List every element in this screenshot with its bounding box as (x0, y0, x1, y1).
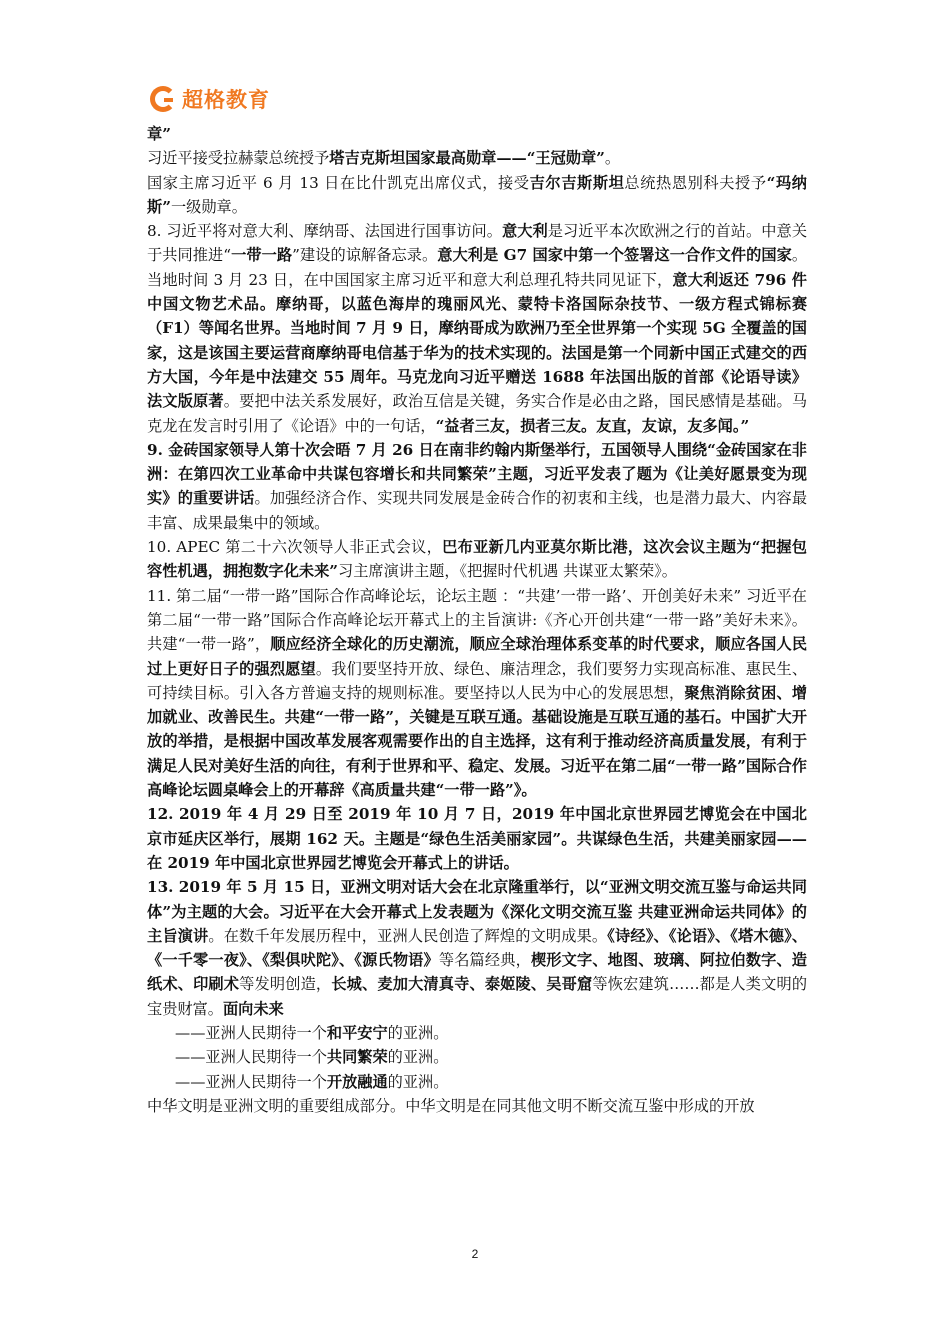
text-run: 。 (604, 149, 621, 168)
paragraph (147, 1021, 807, 1045)
text-run: ——亚洲人民期待一个 (175, 1048, 327, 1067)
page-number: 2 (471, 1247, 479, 1261)
text-run: 总统热恩别科夫授予 (624, 173, 767, 192)
text-run: 等发明创造， (239, 975, 332, 994)
brand-logo (150, 84, 270, 114)
paragraph (147, 1070, 807, 1094)
text-run: 习主席演讲主题，《把握时代机遇 共谋亚太繁荣》。 (338, 562, 677, 581)
text-run: 是习近平本次欧洲之行的首站。中意关于共同推进“ (147, 222, 808, 265)
bold-text-run: “玛纳斯” (147, 173, 807, 216)
bold-text-run: 13. 2019 年 5 月 15 日，亚洲文明对话大会在北京隆重举行，以“亚洲文明交流互鉴与命运共同体”为主题的大会。习近平在大会开幕式上发表题为《深化文明交流互鉴 共建亚洲命运共同体》的主旨演讲 (147, 878, 807, 945)
bold-text-run: 顺应经济全球化的历史潮流，顺应全球治理体系变革的时代要求，顺应各国人民过上更好日子的强烈愿望 (147, 635, 808, 678)
text-run: 的亚洲。 (387, 1072, 449, 1091)
text-run: 。当地时间 3 月 23 日，在中国国家主席习近平和意大利总理孔特共同见证下， (147, 246, 808, 289)
paragraph (147, 438, 807, 535)
bold-text-run: 共同繁荣 (326, 1048, 388, 1067)
bold-text-run: 长城、麦加大清真寺、泰姬陵、吴哥窟 (331, 975, 593, 994)
paragraph (147, 219, 807, 438)
text-run: 。我们要坚持开放、绿色、廉洁理念，我们要努力实现高标准、惠民生、可持续目标。引入各方普遍支持的规则标准。要坚持以人民为中心的发展思想， (147, 659, 808, 702)
bold-text-run: 巴布亚新几内亚莫尔斯比港，这次会议主题为“把握包容性机遇，拥抱数字化未来” (147, 538, 807, 581)
bold-text-run: 9. 金砖国家领导人第十次会晤 7 月 26 日在南非约翰内斯堡举行，五国领导人围绕“金砖国家在非洲：在第四次工业革命中共谋包容增长和共同繁荣”主题，习近平发表了题为《让美好愿景变为现实》的重要讲话 (147, 440, 807, 508)
bold-text-run: 《诗经》、《论语》、《塔木德》、《一千零一夜》、《梨俱吠陀》、《源氏物语》 (147, 926, 808, 970)
bold-text-run: 塔吉克斯坦国家最高勋章——“王冠勋章” (329, 149, 605, 168)
bold-text-run: 和平安宁 (326, 1023, 388, 1042)
text-run: ——亚洲人民期待一个 (175, 1072, 327, 1091)
paragraph (147, 1045, 807, 1069)
text-run: ——亚洲人民期待一个 (175, 1023, 327, 1042)
text-run: 中华文明是亚洲文明的重要组成部分。中华文明是在同其他文明不断交流互鉴中形成的开放 (147, 1096, 755, 1115)
bold-text-run: 意大利是 G7 国家中第一个签署这一合作文件的国家 (437, 246, 792, 265)
bold-text-run: 意大利返还 796 件中国文物艺术品。摩纳哥，以蓝色海岸的瑰丽风光、蒙特卡洛国际杂技节、一级方程式锦标赛（F1）等闻名世界。当地时间 7 月 9 日，摩纳哥成为欧洲乃至全世界第一个实现 5G 全覆盖的国家，这是该国主要运营商摩纳哥电信基于华为的技术实现的。法国是第一个同新中国正式建交的西方大国，今年是中法建交 55 周年。马克龙向习近平赠送 1688 年法国出版的首部《论语导读》法文版原著 (147, 270, 807, 411)
text-run: 。要把中法关系发展好，政治互信是关键，务实合作是必由之路，国民感情是基础。马克龙在发言时引用了《论语》中的一句话， (147, 392, 808, 435)
paragraph (147, 146, 807, 170)
paragraph (147, 584, 807, 803)
document-body (147, 122, 807, 1118)
bold-text-run: 楔形文字、地图、玻璃、阿拉伯数字、造纸术、印刷术 (147, 951, 807, 994)
paragraph (147, 122, 807, 146)
text-run: ”建设的谅解备忘录。 (292, 246, 438, 265)
paragraph (147, 535, 807, 584)
text-run: 习近平接受拉赫蒙总统授予 (147, 149, 330, 168)
paragraph (147, 875, 807, 1021)
bold-text-run: 12. 2019 年 4 月 29 日至 2019 年 10 月 7 日，2019 年中国北京世界园艺博览会在中国北京市延庆区举行，展期 162 天。主题是“绿色生活美丽家园”。共谋绿色生活，共建美丽家园——在 2019 年中国北京世界园艺博览会开幕式上的讲话。 (147, 805, 807, 872)
text-run: 等名篇经典， (438, 951, 531, 970)
text-run: 国家主席习近平 6 月 13 日在比什凯克出席仪式，接受 (147, 173, 530, 192)
paragraph (147, 802, 807, 875)
text-run: 等恢宏建筑……都是人类文明的宝贵财富。 (147, 975, 808, 1018)
text-run: 的亚洲。 (387, 1048, 449, 1067)
text-run: 10. APEC 第二十六次领导人非正式会议， (147, 538, 443, 557)
paragraph (147, 1094, 807, 1118)
bold-text-run: 章” (147, 125, 171, 143)
text-run: 11. 第二届“一带一路”国际合作高峰论坛，论坛主题 ：“共建’一带一路’、开创美好未来” 习近平在第二届“一带一路”国际合作高峰论坛开幕式上的主旨演讲:《齐心开创共建“一带一路”美好未来》。共建“一带一路”， (147, 586, 807, 654)
text-run: 。在数千年发展历程中，亚洲人民创造了辉煌的文明成果。 (208, 926, 608, 945)
text-run: 的亚洲。 (387, 1023, 449, 1042)
bold-text-run: 面向未来 (222, 999, 284, 1018)
g-letter-icon (150, 86, 176, 112)
bold-text-run: 吉尔吉斯斯坦 (529, 173, 625, 192)
text-run: 8. 习近平将对意大利、摩纳哥、法国进行国事访问。 (147, 222, 502, 241)
paragraph (147, 171, 807, 220)
logo-text: 超格教育 (182, 88, 270, 112)
bold-text-run: “益者三友，损者三友。友直，友谅，友多闻。” (435, 416, 750, 435)
bold-text-run: 一带一路 (231, 246, 293, 265)
bold-text-run: 开放融通 (326, 1072, 388, 1091)
text-run: 。加强经济合作、实现共同发展是金砖合作的初衷和主线，也是潜力最大、内容最丰富、成果最集中的领域。 (147, 489, 807, 532)
bold-text-run: 聚焦消除贫困、增加就业、改善民生。共建“一带一路”，关键是互联互通。基础设施是互联互通的基石。中国扩大开放的举措，是根据中国改革发展客观需要作出的自主选择，这有利于推动经济高质量发展，有利于满足人民对美好生活的向往，有利于世界和平、稳定、发展。习近平在第二届“一带一路”国际合作高峰论坛圆桌峰会上的开幕辞《高质量共建“一带一路”》。 (147, 683, 808, 800)
bold-text-run: 意大利 (501, 222, 548, 241)
text-run: 一级勋章。 (170, 197, 247, 216)
